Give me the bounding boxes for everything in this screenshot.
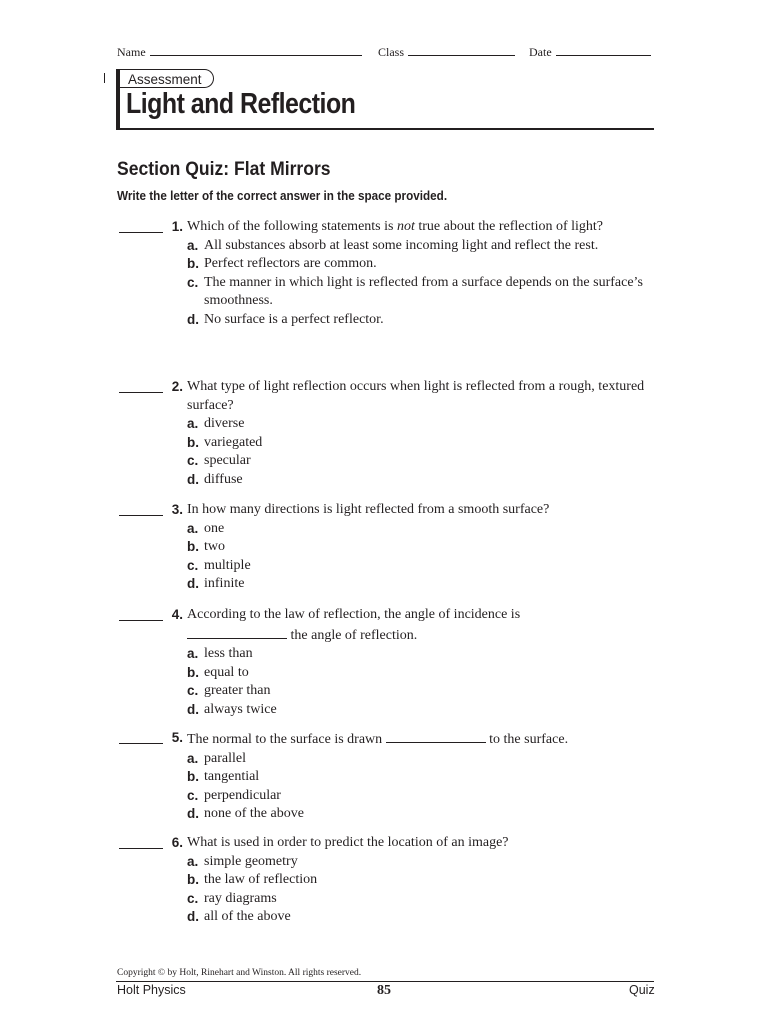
question-text: In how many directions is light reflected from a smooth surface? [187,502,550,517]
question-6 [117,834,657,927]
choice-c: c. ray diagrams [187,890,277,906]
class-blank[interactable] [408,44,515,56]
assessment-badge: Assessment [120,69,214,88]
choice-a: a. simple geometry [187,853,298,869]
choice-a: a. All substances absorb at least some incoming light and reflect the rest. [187,237,599,253]
choice-c: c. The manner in which light is reflected from a surface depends on the surface’s smoothness. [187,274,643,308]
footer-rule [116,981,654,982]
choice-d: d. none of the above [187,806,304,821]
choice-c: c. greater than [187,683,271,698]
question-3 [117,501,657,594]
choice-a: a. one [187,520,225,536]
question-text: What is used in order to predict the location of an image? [187,835,509,850]
answer-blank[interactable] [119,515,163,516]
question-5 [117,729,657,824]
question-number: 2. [171,379,183,394]
choice-c: c. multiple [187,557,251,573]
question-number: 5. [171,730,183,745]
choice-a: a. diverse [187,416,245,431]
question-number: 1. [171,219,183,234]
page-number: 85 [377,983,391,998]
answer-blank[interactable] [119,743,163,744]
title-rule [116,128,654,130]
page-title: Light and Reflection [126,88,356,120]
question-text: The normal to the surface is drawn to the surface. [187,729,647,750]
question-number: 6. [171,835,183,850]
class-label: Class [378,45,405,59]
date-field[interactable] [529,44,651,60]
fill-in-blank[interactable] [187,625,287,639]
choice-a: a. parallel [187,750,246,766]
date-label: Date [529,45,552,59]
name-label: Name [117,45,146,59]
emphasis: not [396,219,415,234]
question-text: What type of light reflection occurs when light is reflected from a rough, textured surface? [187,379,645,413]
answer-blank[interactable] [119,620,163,621]
choice-b: b. the law of reflection [187,872,318,887]
answer-blank[interactable] [119,848,163,849]
question-1 [117,218,657,329]
question-4 [117,606,657,719]
answer-blank[interactable] [119,392,163,393]
name-field[interactable] [117,44,362,60]
question-text: According to the law of reflection, the angle of incidence is the angle of reflection. [187,607,521,643]
choice-d: d. always twice [187,701,277,717]
choice-d: d. No surface is a perfect reflector. [187,311,384,327]
choice-b: b. variegated [187,434,263,450]
question-text: Which of the following statements is not true about the reflection of light? [187,219,604,234]
choice-d: d. all of the above [187,909,291,924]
class-field[interactable] [378,44,515,60]
choice-b: b. equal to [187,664,249,680]
copyright: Copyright © by Holt, Rinehart and Winston. All rights reserved. [117,968,362,978]
choice-d: d. infinite [187,576,245,591]
date-blank[interactable] [556,44,651,56]
question-number: 3. [171,502,183,517]
margin-tick [104,73,105,83]
footer-book-title: Holt Physics [117,983,186,997]
choice-c: c. perpendicular [187,787,281,803]
fill-in-blank[interactable] [386,729,486,743]
footer-section: Quiz [629,983,655,997]
choice-b: b. tangential [187,769,260,784]
choice-d: d. diffuse [187,471,243,487]
section-title: Section Quiz: Flat Mirrors [117,158,331,180]
question-2 [117,378,657,489]
choice-b: b. two [187,539,225,554]
instructions: Write the letter of the correct answer in the space provided. [117,188,448,203]
answer-blank[interactable] [119,232,163,233]
choice-c: c. specular [187,453,251,468]
choice-a: a. less than [187,646,253,661]
choice-b: b. Perfect reflectors are common. [187,256,377,271]
name-blank[interactable] [150,44,362,56]
question-number: 4. [171,607,183,622]
